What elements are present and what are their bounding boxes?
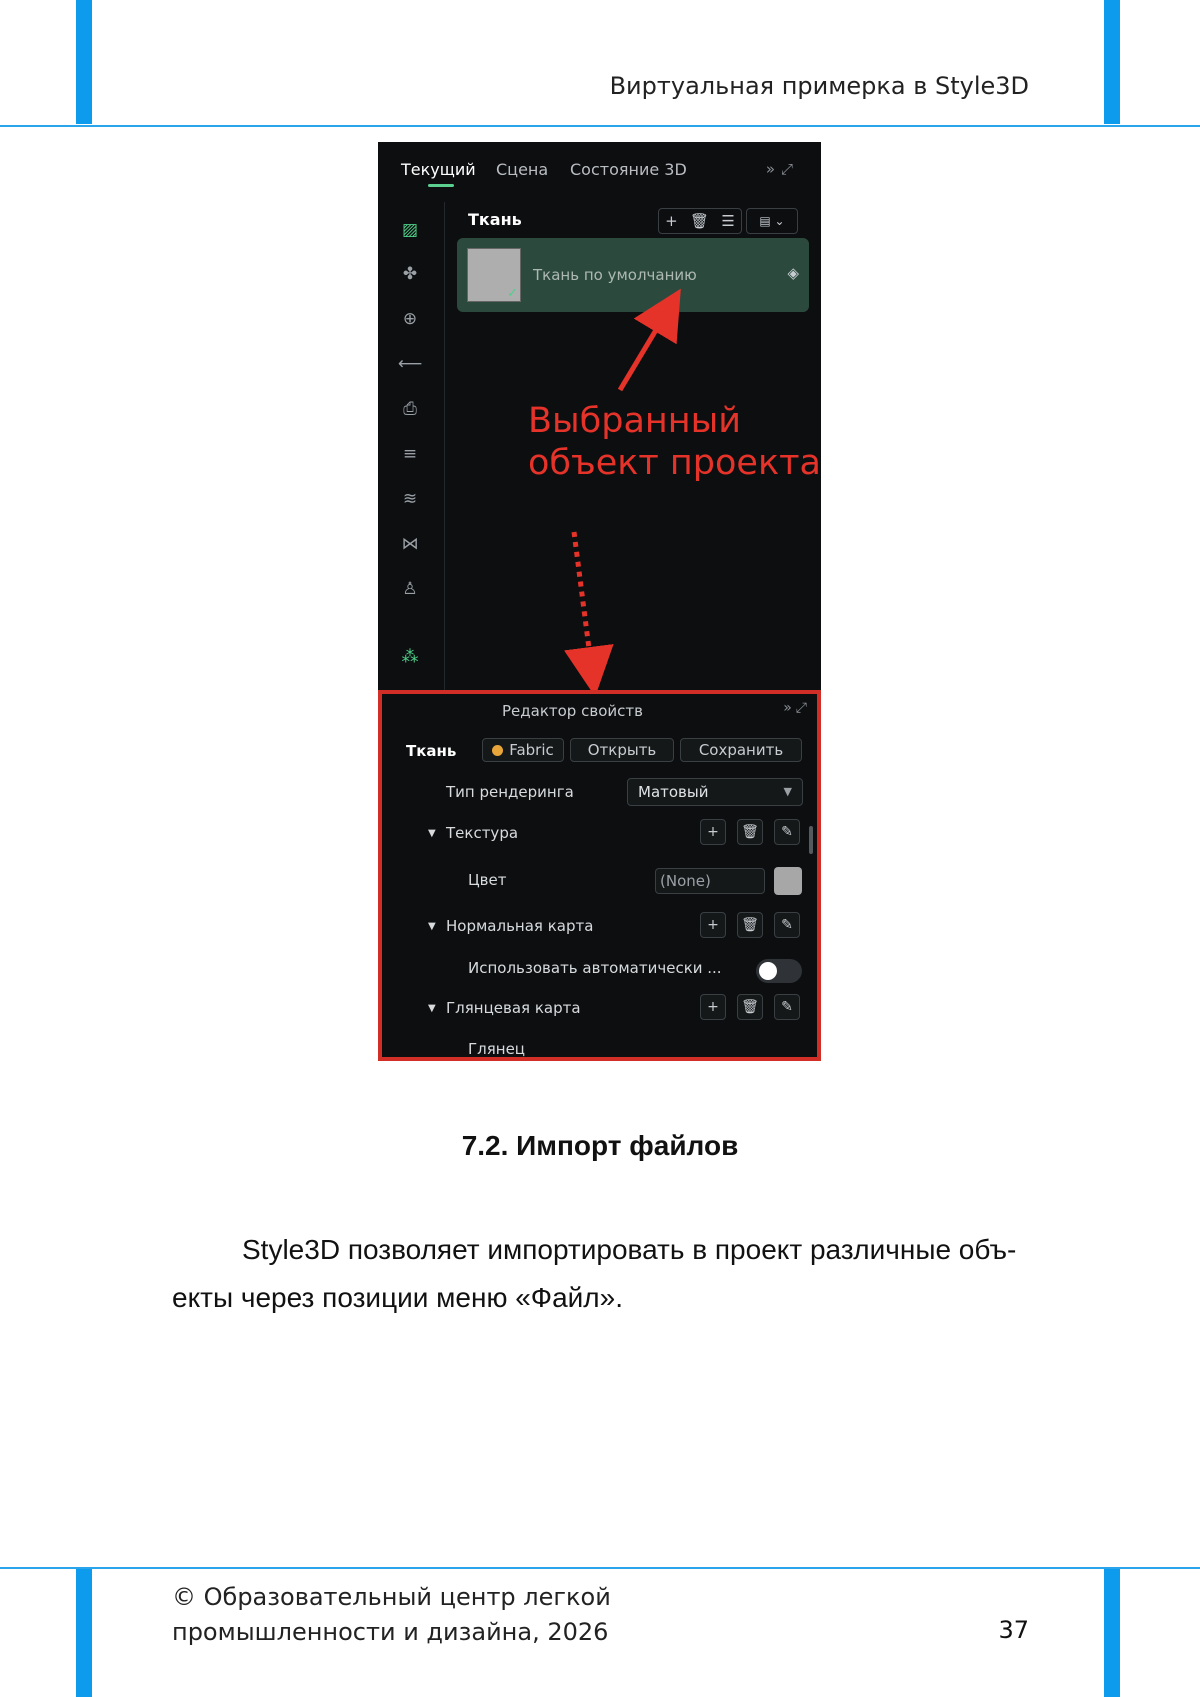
normal-map-expand-icon[interactable]: ▼ — [428, 921, 436, 932]
page-number: 37 — [998, 1616, 1029, 1644]
toggle-knob — [759, 962, 777, 980]
normal-map-add-button[interactable]: + — [700, 912, 726, 938]
elastic-icon[interactable]: ≋ — [402, 489, 418, 509]
render-type-label: Тип рендеринга — [446, 783, 574, 801]
normal-map-label: Нормальная карта — [446, 917, 594, 935]
normal-map-edit-button[interactable]: ✎ — [774, 912, 800, 938]
layers-icon: ◈ — [787, 264, 799, 282]
render-type-select[interactable]: Матовый ▼ — [627, 778, 803, 806]
footer-line-1: © Образовательный центр легкой — [172, 1583, 611, 1611]
top-right-bar — [1104, 0, 1120, 124]
color-texture-field[interactable]: (None) — [655, 868, 765, 894]
footer-rule — [0, 1567, 1200, 1569]
tab-current[interactable]: Текущий — [401, 160, 476, 179]
open-button[interactable]: Открыть — [570, 738, 674, 762]
arrow-to-editor — [574, 532, 592, 672]
gloss-map-expand-icon[interactable]: ▼ — [428, 1003, 436, 1014]
gloss-map-delete-button[interactable]: 🗑 — [737, 994, 763, 1020]
view-mode-dropdown[interactable]: ▤ ⌄ — [746, 208, 798, 234]
footer-copyright — [172, 1580, 611, 1650]
auto-use-label: Использовать автоматически ... — [468, 959, 722, 977]
fabric-section-label: Ткань — [468, 210, 522, 229]
gloss-map-add-button[interactable]: + — [700, 994, 726, 1020]
graphic-icon[interactable]: ✤ — [402, 264, 418, 284]
top-left-bar — [76, 0, 92, 124]
add-icon[interactable]: + — [665, 212, 678, 230]
bow-icon[interactable]: ⋈ — [401, 534, 419, 554]
fabric-icon[interactable]: ▨ — [401, 220, 419, 240]
fabric-name: Ткань по умолчанию — [533, 266, 697, 284]
footer-line-2: промышленности и дизайна, 2026 — [172, 1618, 609, 1646]
section-heading: 7.2. Импорт файлов — [461, 1130, 739, 1161]
object-type-label: Ткань — [406, 742, 457, 760]
gloss-map-edit-button[interactable]: ✎ — [774, 994, 800, 1020]
arrow-to-fabric — [620, 310, 668, 390]
gloss-label: Глянец — [468, 1040, 526, 1058]
texture-label: Текстура — [446, 824, 519, 842]
nodes-icon[interactable]: ⁂ — [401, 647, 419, 667]
paragraph-line-2: екты через позиции меню «Файл». — [172, 1282, 623, 1313]
panel-window-controls[interactable]: »⤢ — [765, 160, 799, 178]
auto-use-toggle[interactable] — [756, 959, 802, 983]
bottom-right-bar — [1104, 1569, 1120, 1697]
list-icon[interactable]: ☰ — [721, 212, 735, 230]
tab-3d-state[interactable]: Состояние 3D — [570, 160, 687, 179]
topstitch-icon[interactable]: ≡ — [402, 444, 418, 464]
trash-icon[interactable]: 🗑 — [690, 212, 710, 230]
scrollbar[interactable] — [809, 826, 813, 854]
save-button[interactable]: Сохранить — [680, 738, 802, 762]
body-paragraph — [172, 1226, 1032, 1322]
zipper-icon[interactable]: ⟵ — [397, 354, 423, 374]
property-editor-title: Редактор свойств — [502, 702, 643, 720]
paragraph-line-1: Style3D позволяет импортировать в проект различные объ- — [242, 1234, 1017, 1265]
annotation-text — [528, 400, 821, 484]
texture-edit-button[interactable]: ✎ — [774, 819, 800, 845]
fabric-button[interactable]: Fabric — [482, 738, 564, 762]
annotation-line-2: объект проекта — [528, 443, 821, 483]
color-swatch[interactable] — [774, 867, 802, 895]
gloss-map-label: Глянцевая карта — [446, 999, 581, 1017]
button-icon[interactable]: ⊕ — [402, 309, 418, 329]
avatar-icon[interactable]: ♙ — [402, 579, 418, 599]
editor-window-controls[interactable]: »⤢ — [783, 700, 811, 716]
tab-scene[interactable]: Сцена — [496, 160, 549, 179]
property-editor — [378, 690, 821, 1061]
color-label: Цвет — [468, 871, 507, 889]
app-screenshot — [378, 142, 821, 1061]
texture-add-button[interactable]: + — [700, 819, 726, 845]
header-rule — [0, 125, 1200, 127]
bottom-left-bar — [76, 1569, 92, 1697]
check-icon: ✓ — [507, 286, 518, 301]
trim-icon[interactable]: ⎙ — [403, 399, 417, 419]
texture-expand-icon[interactable]: ▼ — [428, 828, 436, 839]
fabric-dot-icon — [492, 745, 503, 756]
running-header: Виртуальная примерка в Style3D — [609, 72, 1029, 100]
annotation-line-1: Выбранный — [528, 401, 742, 441]
texture-delete-button[interactable]: 🗑 — [737, 819, 763, 845]
chevron-down-icon: ▼ — [783, 785, 792, 798]
normal-map-delete-button[interactable]: 🗑 — [737, 912, 763, 938]
